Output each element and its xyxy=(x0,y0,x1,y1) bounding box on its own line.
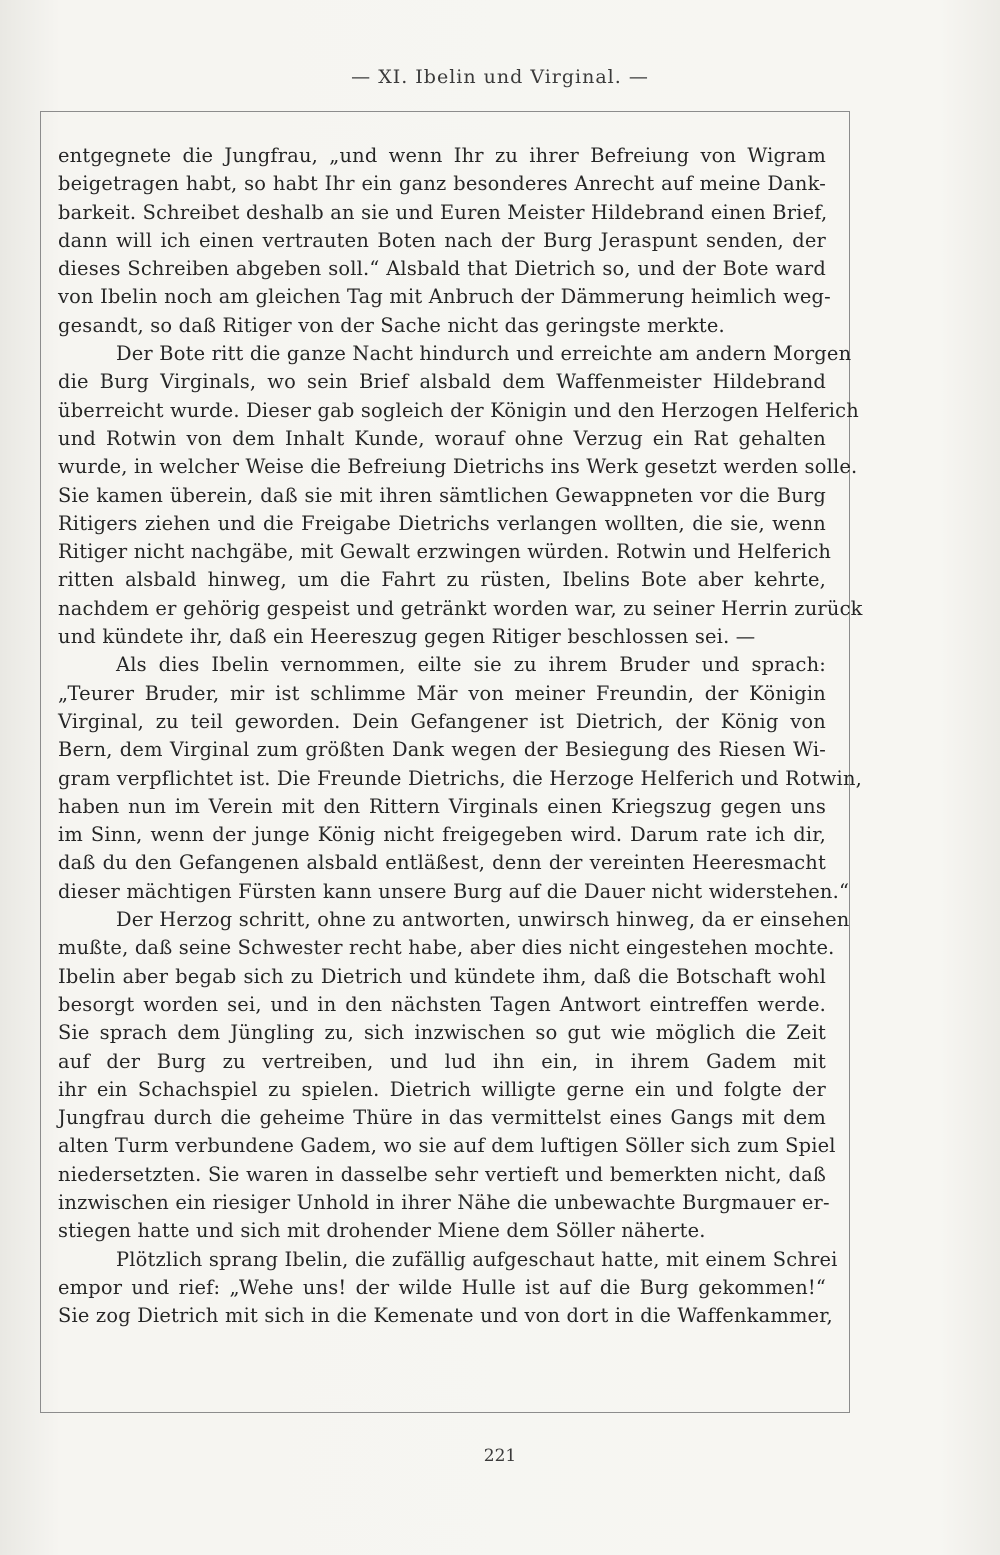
text-line: Der Herzog schritt, ohne zu antworten, unwirsch hinweg, da er einsehen xyxy=(116,908,850,932)
text-line: Virginal, zu teil geworden. Dein Gefangener ist Dietrich, der König von xyxy=(58,709,826,733)
text-line: Sie sprach dem Jüngling zu, sich inzwischen so gut wie möglich die Zeit xyxy=(58,1021,826,1045)
text-line: beigetragen habt, so habt Ihr ein ganz besonderes Anrecht auf meine Dank- xyxy=(58,172,826,196)
text-line: „Teurer Bruder, mir ist schlimme Mär von meiner Freundin, der Königin xyxy=(58,681,826,705)
paragraph-4 xyxy=(58,906,850,1246)
paragraph-3 xyxy=(58,651,862,906)
text-line: stiegen hatte und sich mit drohender Miene dem Söller näherte. xyxy=(58,1219,706,1243)
text-line: Plötzlich sprang Ibelin, die zufällig aufgeschaut hatte, mit einem Schrei xyxy=(116,1247,838,1271)
text-line: Sie zog Dietrich mit sich in die Kemenate und von dort in die Waffenkammer, xyxy=(58,1304,833,1328)
text-line: inzwischen ein riesiger Unhold in ihrer Nähe die unbewachte Burgmauer er- xyxy=(58,1190,830,1214)
text-line: dann will ich einen vertrauten Boten nach der Burg Jeraspunt senden, der xyxy=(58,228,826,252)
text-line: Bern, dem Virginal zum größten Dank wegen der Besiegung des Riesen Wi- xyxy=(58,738,826,762)
text-line: und Rotwin von dem Inhalt Kunde, worauf ohne Verzug ein Rat gehalten xyxy=(58,426,826,450)
text-line: barkeit. Schreibet deshalb an sie und Euren Meister Hildebrand einen Brief, xyxy=(58,200,828,224)
text-line: nachdem er gehörig gespeist und getränkt worden war, zu seiner Herrin zurück xyxy=(58,596,863,620)
text-line: gram verpflichtet ist. Die Freunde Dietrichs, die Herzoge Helferich und Rotwin, xyxy=(58,766,862,790)
text-line: Ritigers ziehen und die Freigabe Dietrichs verlangen wollten, die sie, wenn xyxy=(58,511,826,535)
text-line: ihr ein Schachspiel zu spielen. Dietrich willigte gerne ein und folgte der xyxy=(58,1077,826,1101)
page-number: 221 xyxy=(483,1446,517,1466)
text-line: ritten alsbald hinweg, um die Fahrt zu rüsten, Ibelins Bote aber kehrte, xyxy=(58,568,826,592)
body-text xyxy=(58,142,863,1330)
text-line: dieser mächtigen Fürsten kann unsere Burg auf die Dauer nicht widerstehen.“ xyxy=(58,879,850,903)
running-head: — XI. Ibelin und Virginal. — xyxy=(351,66,649,88)
text-line: gesandt, so daß Ritiger von der Sache nicht das geringste merkte. xyxy=(58,313,725,337)
text-line: niedersetzten. Sie waren in dasselbe sehr vertieft und bemerkten nicht, daß xyxy=(58,1162,826,1186)
text-line: empor und rief: „Wehe uns! der wilde Hulle ist auf die Burg gekommen!“ xyxy=(58,1275,826,1299)
text-line: überreicht wurde. Dieser gab sogleich der Königin und den Herzogen Helferich xyxy=(58,398,859,422)
text-line: Als dies Ibelin vernommen, eilte sie zu ihrem Bruder und sprach: xyxy=(116,653,826,677)
text-line: auf der Burg zu vertreiben, und lud ihn ein, in ihrem Gadem mit xyxy=(58,1049,826,1073)
paragraph-1 xyxy=(58,142,831,340)
text-line: Jungfrau durch die geheime Thüre in das vermittelst eines Gangs mit dem xyxy=(58,1106,826,1130)
text-line: Sie kamen überein, daß sie mit ihren sämtlichen Gewappneten vor die Burg xyxy=(58,483,826,507)
paragraph-5 xyxy=(58,1246,838,1331)
text-line: die Burg Virginals, wo sein Brief alsbald dem Waffenmeister Hildebrand xyxy=(58,370,826,394)
text-line: entgegnete die Jungfrau, „und wenn Ihr zu ihrer Befreiung von Wigram xyxy=(58,144,826,167)
text-line: haben nun im Verein mit den Rittern Virginals einen Kriegszug gegen uns xyxy=(58,794,826,818)
text-line: im Sinn, wenn der junge König nicht freigegeben wird. Darum rate ich dir, xyxy=(58,823,826,847)
text-line: daß du den Gefangenen alsbald entläßest, denn der vereinten Heeresmacht xyxy=(58,851,826,875)
text-line: Ritiger nicht nachgäbe, mit Gewalt erzwingen würden. Rotwin und Helferich xyxy=(58,540,832,564)
text-line: besorgt worden sei, und in den nächsten Tagen Antwort eintreffen werde. xyxy=(58,992,826,1016)
text-line: von Ibelin noch am gleichen Tag mit Anbruch der Dämmerung heimlich weg- xyxy=(58,285,831,309)
text-line: Ibelin aber begab sich zu Dietrich und kündete ihm, daß die Botschaft wohl xyxy=(58,964,826,988)
paragraph-2 xyxy=(58,340,863,651)
text-line: Der Bote ritt die ganze Nacht hindurch und erreichte am andern Morgen xyxy=(116,342,852,366)
text-line: alten Turm verbundene Gadem, wo sie auf dem luftigen Söller sich zum Spiel xyxy=(58,1134,836,1158)
text-line: wurde, in welcher Weise die Befreiung Dietrichs ins Werk gesetzt werden solle. xyxy=(58,455,858,479)
text-line: mußte, daß seine Schwester recht habe, aber dies nicht eingestehen mochte. xyxy=(58,936,835,960)
text-line: dieses Schreiben abgeben soll.“ Alsbald that Dietrich so, und der Bote ward xyxy=(58,257,826,281)
text-line: und kündete ihr, daß ein Heereszug gegen Ritiger beschlossen sei. — xyxy=(58,625,756,649)
